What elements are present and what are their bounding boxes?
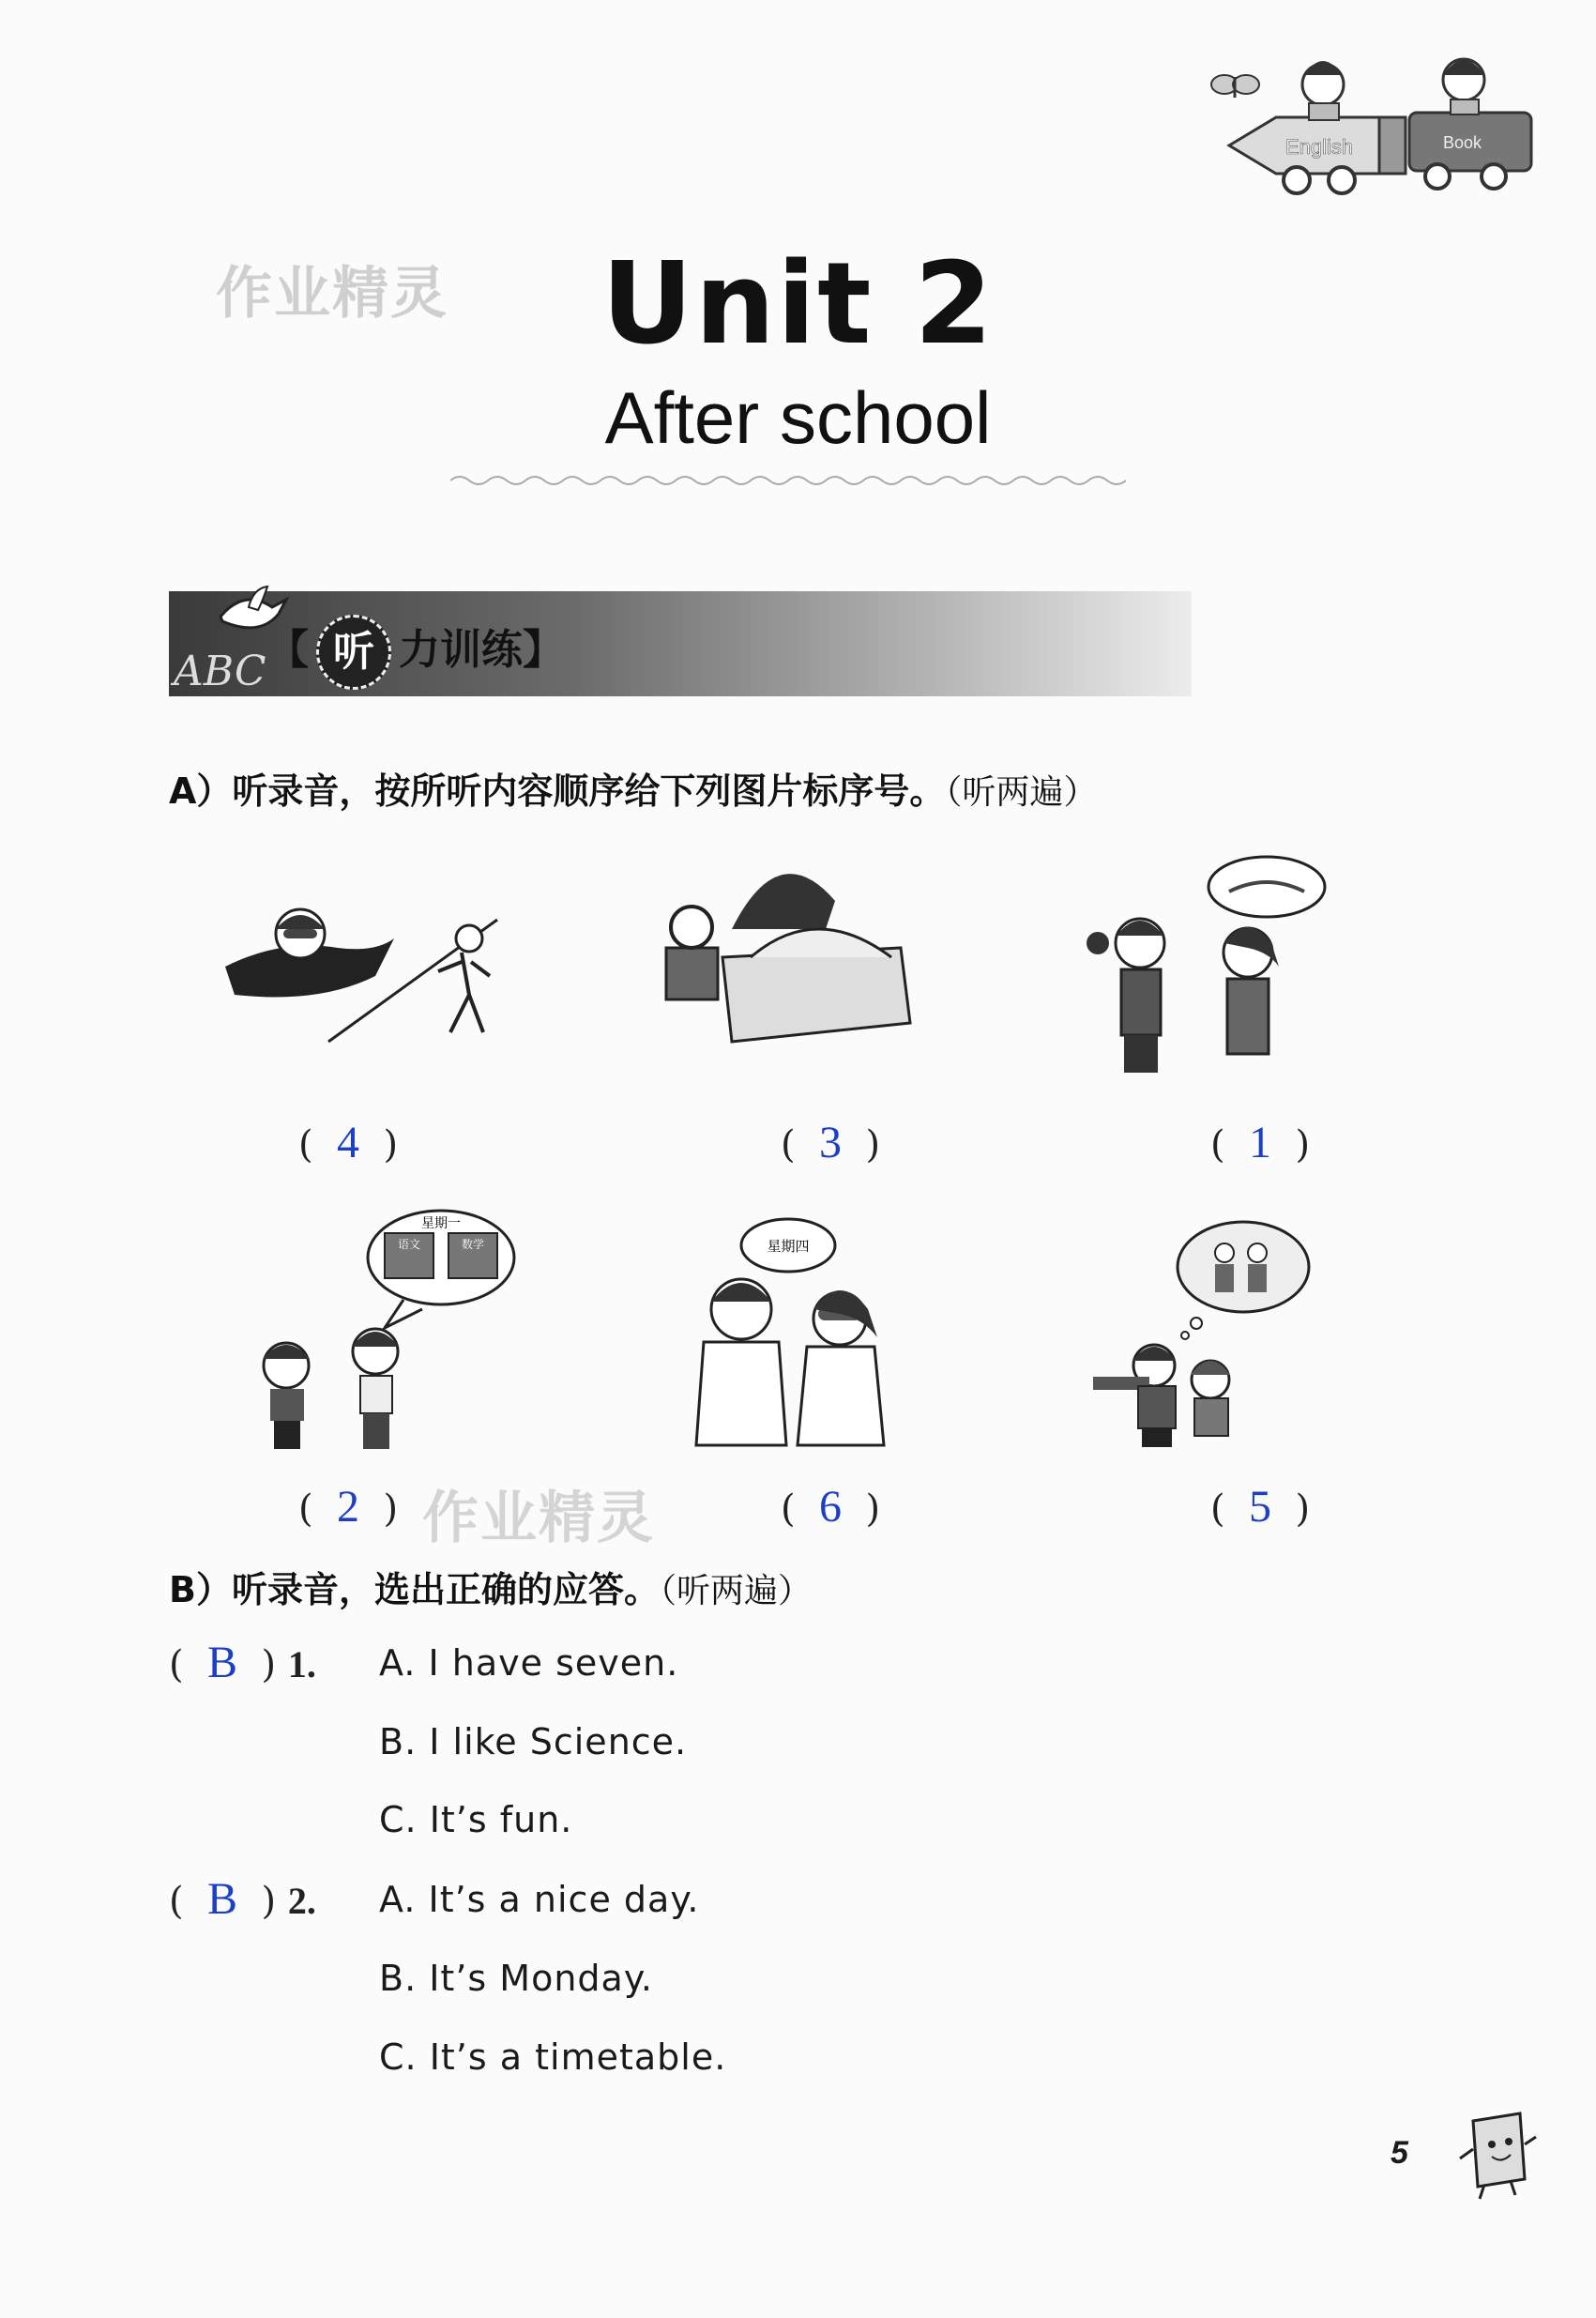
picture-4-answer: 2 bbox=[337, 1482, 360, 1532]
question-1-answer: B bbox=[207, 1638, 238, 1687]
watermark-text: 作业精灵 bbox=[216, 261, 448, 327]
picture-4-answer-slot: ( 2 ) bbox=[298, 1482, 399, 1532]
picture-2-answer-slot: ( 3 ) bbox=[781, 1118, 881, 1167]
banner-label-rest: 力训练 bbox=[399, 626, 523, 674]
picture-sleeping-alarm bbox=[657, 845, 920, 1051]
book-mascot-icon bbox=[1454, 2102, 1539, 2205]
picture-kids-pingpong-football bbox=[1084, 1215, 1328, 1450]
bubble-subject-left: 语文 bbox=[397, 1238, 421, 1251]
picture-kids-talking-swimming bbox=[1079, 849, 1342, 1084]
question-1-option-b: B. I like Science. bbox=[379, 1721, 688, 1762]
pencil-label: English bbox=[1285, 135, 1354, 159]
picture-5-answer-slot: ( 6 ) bbox=[781, 1482, 881, 1532]
picture-3-answer: 1 bbox=[1249, 1118, 1272, 1167]
banner-abc-text: ABC bbox=[174, 648, 266, 695]
question-1-answer-slot: ( B ) 1. bbox=[169, 1638, 316, 1687]
question-1-option-a: A. I have seven. bbox=[379, 1642, 679, 1684]
question-2-option-b: B. It’s Monday. bbox=[379, 1958, 653, 1999]
picture-3-answer-slot: ( 1 ) bbox=[1210, 1118, 1311, 1167]
picture-2-answer: 3 bbox=[819, 1118, 843, 1167]
unit-subtitle: After school bbox=[604, 376, 992, 459]
question-2-option-a: A. It’s a nice day. bbox=[379, 1879, 700, 1920]
book-label: Book bbox=[1443, 133, 1482, 152]
section-a-heading bbox=[169, 762, 1097, 814]
bubble-weekday-label: 星期一 bbox=[421, 1216, 461, 1231]
banner-label bbox=[267, 615, 564, 690]
bubble-thursday-label: 星期四 bbox=[767, 1238, 810, 1255]
banner-bracket-open: 【 bbox=[267, 626, 309, 674]
section-a-heading-text: A）听录音，按所听内容顺序给下列图片标序号。 bbox=[169, 770, 946, 812]
section-b-heading bbox=[169, 1561, 812, 1612]
picture-kids-thursday-bubble bbox=[676, 1215, 901, 1450]
picture-5-answer: 6 bbox=[819, 1482, 843, 1532]
question-2-option-c: C. It’s a timetable. bbox=[379, 2036, 727, 2078]
question-2-answer: B bbox=[207, 1874, 238, 1924]
picture-1-answer-slot: ( 4 ) bbox=[298, 1118, 399, 1167]
section-b-heading-text: B）听录音，选出正确的应答。 bbox=[169, 1569, 660, 1610]
picture-6-answer-slot: ( 5 ) bbox=[1210, 1482, 1311, 1532]
question-1-number: 1. bbox=[287, 1643, 316, 1685]
question-2-answer-slot: ( B ) 2. bbox=[169, 1874, 316, 1924]
picture-kids-timetable-bubble bbox=[244, 1201, 525, 1455]
section-a-note: （听两遍） bbox=[945, 773, 1098, 812]
section-b-note: （听两遍） bbox=[659, 1572, 812, 1610]
question-2-number: 2. bbox=[287, 1880, 316, 1922]
picture-1-answer: 4 bbox=[337, 1118, 360, 1167]
watermark-text-2: 作业精灵 bbox=[422, 1486, 655, 1551]
banner-bracket-close: 】 bbox=[523, 626, 564, 674]
bubble-subject-right: 数学 bbox=[461, 1238, 485, 1251]
page-number: 5 bbox=[1391, 2135, 1408, 2171]
unit-title: Unit 2 bbox=[601, 239, 995, 370]
butterfly-icon bbox=[1211, 75, 1259, 98]
banner-circled-char: 听 bbox=[316, 615, 391, 690]
picture-6-answer: 5 bbox=[1249, 1482, 1272, 1532]
header-decoration-illustration bbox=[1192, 38, 1567, 206]
alarm-clock-icon bbox=[671, 907, 712, 948]
picture-swimming-skating bbox=[216, 882, 516, 1051]
title-underline-decoration bbox=[450, 469, 1126, 492]
question-1-option-c: C. It’s fun. bbox=[379, 1799, 573, 1840]
